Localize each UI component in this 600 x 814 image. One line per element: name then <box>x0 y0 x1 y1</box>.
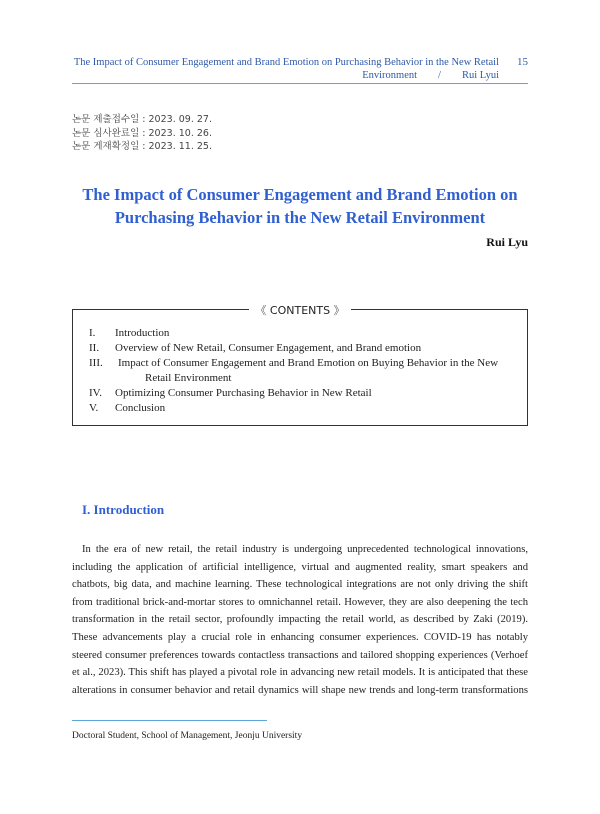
paragraph-line: alterations in consumer behavior and retail dynamics will shape new trends and long-term transformations <box>72 684 528 696</box>
contents-heading-label: 《 CONTENTS 》 <box>249 304 350 317</box>
paragraph-line: chatbots, big data, and machine learning. These technological integrations are not only driving the shift <box>72 579 528 591</box>
body-paragraph <box>72 541 528 699</box>
toc-item-number: V. <box>89 402 99 414</box>
paragraph-line: including the application of artificial intelligence, virtual and augmented reality, smart speakers and <box>72 561 528 573</box>
date-value: 2023. 11. 25. <box>148 141 212 152</box>
date-value: 2023. 09. 27. <box>148 114 212 125</box>
date-row-submitted <box>72 113 212 127</box>
toc-item-number: I. <box>89 327 96 339</box>
title-line1: The Impact of Consumer Engagement and Brand Emotion on <box>82 185 518 204</box>
table-of-contents <box>89 326 519 416</box>
toc-item-text: Introduction <box>115 327 170 339</box>
paper-title <box>72 183 528 229</box>
paragraph-line: These advancements play a crucial role in enhancing consumer experiences. COVID-19 has notably <box>72 631 528 643</box>
date-label: 논문 심사완료일 : <box>72 127 146 139</box>
toc-item <box>89 326 519 341</box>
footnote-divider <box>72 720 267 721</box>
toc-item <box>89 386 519 401</box>
date-row-accepted <box>72 140 212 154</box>
toc-item-number: IV. <box>89 387 102 399</box>
toc-item-text: Impact of Consumer Engagement and Brand Emotion on Buying Behavior in the New <box>118 357 499 369</box>
running-head-line2: Environment / Rui Lyui <box>362 70 499 81</box>
contents-heading <box>72 301 528 319</box>
date-row-reviewed <box>72 127 212 141</box>
toc-item-text: Optimizing Consumer Purchasing Behavior in New Retail <box>115 387 372 399</box>
paragraph-line: transformation in the retail sector, profoundly impacting the retail world, as described by Zaki (2019). <box>72 614 528 626</box>
header-divider <box>72 83 528 84</box>
paragraph-line: In the era of new retail, the retail industry is undergoing unprecedented technological innovations, <box>82 544 528 555</box>
running-head-line1: The Impact of Consumer Engagement and Brand Emotion on Purchasing Behavior in the New Retail <box>73 57 499 68</box>
toc-item-text: Conclusion <box>115 402 166 414</box>
date-label: 논문 제출접수일 : <box>72 114 146 125</box>
toc-item <box>89 341 519 356</box>
submission-dates <box>72 113 212 154</box>
section-heading: I. Introduction <box>82 502 165 517</box>
title-line2: Purchasing Behavior in the New Retail Environment <box>114 208 486 227</box>
paragraph-line: et al., 2023). This shift has played a pivotal role in advancing new retail models. It is anticipated that these <box>72 667 528 679</box>
page-number: 15 <box>517 56 528 68</box>
toc-item <box>89 401 519 416</box>
toc-item-number: III. <box>89 357 103 369</box>
footnote: Doctoral Student, School of Management, Jeonju University <box>72 731 303 741</box>
toc-item <box>89 356 519 371</box>
date-label: 논문 게재확정일 : <box>72 141 146 152</box>
paragraph-line: from traditional brick-and-mortar stores to omnichannel retail. However, they are also deepening the tech <box>72 596 528 608</box>
toc-item-number: II. <box>89 342 100 354</box>
toc-item-text: Overview of New Retail, Consumer Engagement, and Brand emotion <box>115 342 422 354</box>
author-name: Rui Lyu <box>486 235 528 249</box>
toc-item-continuation: Retail Environment <box>145 372 232 384</box>
paragraph-line: steered consumer preferences towards contactless transactions and tailored shopping experiences (Verhoef <box>72 649 528 661</box>
running-head <box>72 56 499 82</box>
date-value: 2023. 10. 26. <box>148 127 212 139</box>
